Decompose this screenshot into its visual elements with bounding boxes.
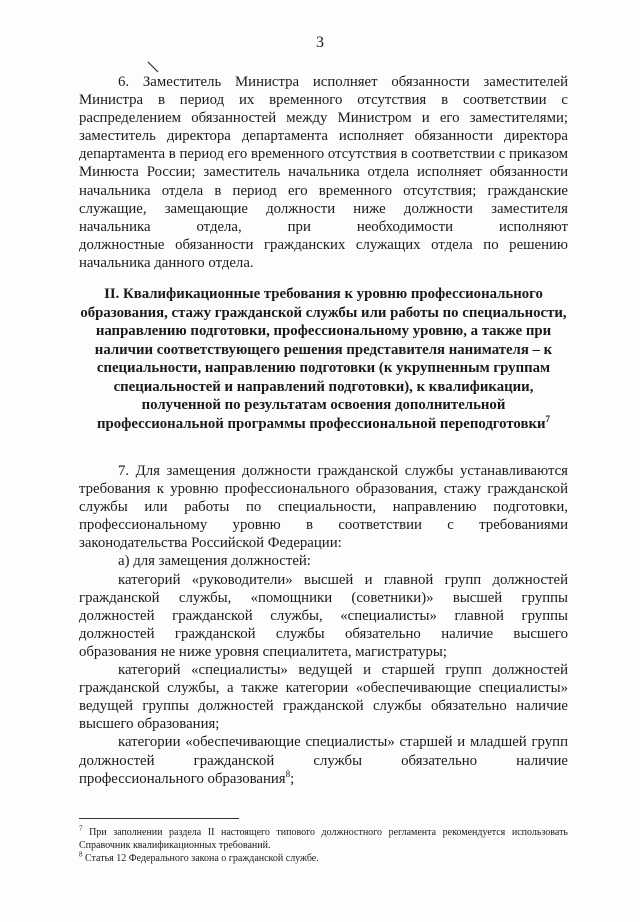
footnote-separator: [79, 818, 239, 819]
paragraph-6: [79, 73, 568, 272]
paragraph-6-last-line: должностные обязанности гражданских служащих отдела по решению начальника данного отдела.: [79, 236, 568, 271]
footnote-8-text: Статья 12 Федерального закона о гражданской службе.: [85, 853, 319, 864]
footnote-8: [79, 852, 568, 865]
section-heading: [79, 285, 568, 433]
page-number: 3: [316, 34, 324, 51]
paragraph-7-sub1-last: образования не ниже уровня специалитета, магистратуры;: [79, 643, 447, 660]
section-heading-text: II. Квалификационные требования к уровню профессионального образования, стажу гражданской службы или работы по специальности, направлению подготовки, профессиональному уровню, а также при наличии соответствующего решения представителя нанимателя – к специальности, направлению подготовки (к укрупненным группам специальностей и направлений подготовки), к квалификации, полученной по результатам освоения дополнительной профессиональной программы профессиональной переподготовки: [80, 286, 567, 432]
paragraph-7-item-a: а) для замещения должностей:: [118, 553, 311, 570]
footnote-7-mark: 7: [79, 824, 83, 833]
footnote-ref-7: 7: [545, 413, 551, 424]
stray-pen-mark: [146, 60, 160, 74]
paragraph-7-sub2-last: ведущей группы должностей гражданской службы обязательно наличие высшего образования;: [79, 698, 568, 733]
paragraph-7-sub3-end: ;: [290, 770, 295, 787]
paragraph-7-sub1: категорий «руководители» высшей и главной групп должностей гражданской службы, «помощники (советники)» высшей группы должностей гражданской службы, «специалисты» главной группы должностей гражданской службы обязательно наличие высшего: [79, 571, 568, 642]
footnote-7: [79, 826, 568, 852]
paragraph-7-sub3: категории «обеспечивающие специалисты» старшей и младшей групп должностей гражданской службы обязательно наличие: [79, 734, 568, 769]
paragraph-7-sub3-last: [79, 770, 568, 788]
footnote-8-mark: 8: [79, 850, 83, 859]
paragraph-7-sub3-last-text: профессионального образования: [79, 770, 286, 787]
footnote-ref-8: 8: [285, 768, 291, 779]
paragraph-7-intro-last: законодательства Российской Федерации:: [79, 535, 342, 552]
paragraph-7: [79, 462, 568, 788]
paragraph-7-intro: 7. Для замещения должности гражданской службы устанавливаются требования к уровню профессионального образования, стажу гражданской службы или работы по специальности, направлению подготовки, профессиональному уровню в соответствии с требованиями: [79, 463, 568, 534]
footnotes: [79, 826, 568, 865]
footnote-7-text: При заполнении раздела II настоящего типового должностного регламента рекомендуется использовать Справочник квалификационных требований.: [79, 827, 568, 851]
paragraph-7-sub2: категорий «специалисты» ведущей и старшей групп должностей гражданской службы, а также категории «обеспечивающие специалисты»: [79, 662, 568, 697]
paragraph-6-body: 6. Заместитель Министра исполняет обязанности заместителей Министра в период их временного отсутствия в соответствии с распределением обязанностей между Министром и его заместителями; заместитель директора департамента исполняет обязанности директора департамента в период его временного отсутствия в соответствии с приказом Минюста России; заместитель начальника отдела исполняет обязанности начальника отдела в период его временного отсутствия; гражданские служащие, замещающие должности ниже должности заместителя начальника отдела, при необходимости исполняют: [79, 74, 568, 235]
